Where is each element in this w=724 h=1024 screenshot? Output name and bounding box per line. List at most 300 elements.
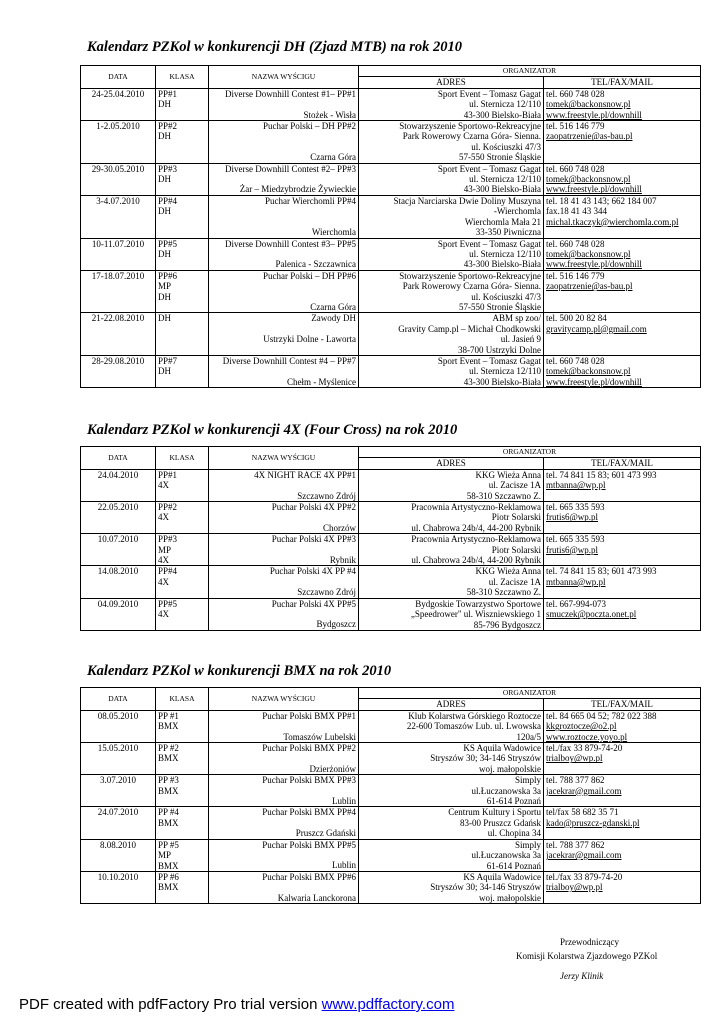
cell-date: 17-18.07.2010 (81, 270, 156, 313)
address-line: ul. Sterniczа 12/110 (469, 366, 541, 377)
cell-date: 21-22.08.2010 (81, 313, 156, 356)
cell-class (156, 270, 209, 313)
table-row (81, 710, 701, 742)
race-name-line: Czarna Góra (310, 152, 356, 163)
cell-date: 24.07.2010 (81, 807, 156, 839)
cell-race-name (209, 807, 359, 839)
header-date: DATA (81, 447, 156, 470)
cell-contact (544, 775, 701, 807)
address-line: Piotr Solarski (491, 512, 541, 523)
cell-class (156, 238, 209, 270)
address-line: Stryszów 30; 34-146 Stryszów (430, 882, 541, 893)
address-line: KKG Wieża Anna (475, 566, 541, 577)
cell-contact (544, 88, 701, 120)
table-row (81, 313, 701, 356)
address-line: woj. małopolskie (479, 763, 541, 774)
race-name-line: 4X NIGHT RACE 4X PP#1 (254, 469, 356, 480)
contact-link[interactable]: zaopatrzenie@as-bau.pl (546, 281, 633, 292)
table-row (81, 238, 701, 270)
contact-link[interactable]: kado@pruszcz-gdanski.pl (546, 817, 640, 828)
header-organizer: ORGANIZATOR (359, 66, 701, 77)
class-line: PP#1 (158, 469, 178, 480)
contact-link[interactable]: tomek@backonsnow.pl (546, 174, 631, 185)
address-line: Bydgoskie Towarzystwo Sportowe (415, 598, 541, 609)
cell-contact (544, 743, 701, 775)
race-name-line (211, 131, 356, 141)
address-line: 61-614 Poznań (486, 860, 541, 871)
address-line: ul. Jasień 9 (500, 334, 541, 345)
class-line: PP#3 (158, 534, 178, 545)
table-row (81, 469, 701, 501)
header-organizer: ORGANIZATOR (359, 447, 701, 458)
cell-race-name (209, 163, 359, 195)
table-row (81, 566, 701, 598)
race-name-line: Puchar Polski 4X PP#2 (271, 502, 356, 513)
contact-link[interactable]: frutis6@wp.pl (546, 544, 599, 555)
address-line: ul. Sterniczа 12/110 (469, 99, 541, 110)
class-line: DH (158, 366, 171, 377)
address-line: 58-310 Szczawno Z. (466, 490, 541, 501)
contact-link[interactable]: www.freestyle.pl/downhill (546, 376, 642, 387)
cell-class (156, 195, 209, 238)
class-line: MP (158, 544, 172, 555)
contact-line: tel. 74 841 15 83; 601 473 993 (546, 469, 657, 480)
cell-race-name (209, 598, 359, 630)
address-line: Sport Event – Tomasz Gagat (437, 355, 541, 366)
race-name-line: Diverse Downhill Contest #4 – PP#7 (222, 355, 356, 366)
table-row (81, 871, 701, 903)
footer-text: PDF created with pdfFactory Pro trial version (19, 996, 322, 1013)
address-line: Sport Event – Tomasz Gagat (437, 238, 541, 249)
race-name-line (211, 217, 356, 227)
race-name-line (211, 324, 356, 334)
address-line: 120a/5 (516, 731, 541, 742)
contact-link[interactable]: mtbanna@wp.pl (546, 576, 606, 587)
table-row (81, 534, 701, 566)
cell-class (156, 743, 209, 775)
contact-line: tel. 500 20 82 84 (546, 313, 607, 324)
address-line: ul.Łuczanowska 3a (471, 785, 541, 796)
cell-date: 08.05.2010 (81, 710, 156, 742)
signature-title: Przewodniczący (560, 937, 619, 947)
race-name-line: Chorzów (323, 522, 356, 533)
section-title-4x: Kalendarz PZKol w konkurencji 4X (Four Cross) na rok 2010 (87, 422, 458, 438)
race-name-line: Ustrzyki Dolne - Laworta (263, 334, 356, 345)
address-line: Simply (514, 839, 541, 850)
race-name-line (211, 366, 356, 376)
cell-address (359, 313, 544, 356)
race-name-line: Palenica - Szczawnica (275, 259, 356, 270)
cell-date: 15.05.2010 (81, 743, 156, 775)
contact-link[interactable]: www.roztocze.yoyo.pl (546, 731, 628, 742)
cell-class (156, 88, 209, 120)
class-line: PP#2 (158, 502, 178, 513)
cell-class (156, 566, 209, 598)
table-row (81, 839, 701, 871)
cell-address (359, 743, 544, 775)
cell-address (359, 710, 544, 742)
cell-class (156, 121, 209, 164)
cell-race-name (209, 313, 359, 356)
address-line: Stowarzyszenie Sportowo-Rekreacyjne (399, 270, 541, 281)
address-line: Pracownia Artystyczno-Reklamowa (411, 534, 541, 545)
race-name-line (211, 480, 356, 490)
race-name-line: Żar – Miedzybrodzie Żywieckie (239, 184, 356, 195)
address-line: 22-600 Tomaszów Lub. ul. Lwowska (406, 721, 541, 732)
class-line: DH (158, 131, 171, 142)
cell-date: 24-25.04.2010 (81, 88, 156, 120)
cell-address (359, 238, 544, 270)
address-line: 83-00 Pruszcz Gdańsk (460, 817, 541, 828)
header-address: ADRES (359, 699, 544, 710)
table-row (81, 355, 701, 387)
race-name-line: Szczawno Zdrój (297, 490, 356, 501)
address-line: Wierchomla Mała 21 (464, 216, 541, 227)
cell-contact (544, 807, 701, 839)
table-header-row (81, 447, 701, 458)
contact-link[interactable]: frutis6@wp.pl (546, 512, 599, 523)
race-name-line: Puchar Polski 4X PP#3 (271, 534, 356, 545)
header-contact: TEL/FAX/MAIL (544, 458, 701, 469)
race-name-line (211, 174, 356, 184)
contact-line: tel./fax 33 879-74-20 (546, 871, 623, 882)
table-row (81, 775, 701, 807)
address-line: Gravity Camp.pl – Michał Chodkowski (398, 323, 541, 334)
header-race-name: NAZWA WYŚCIGU (209, 688, 359, 711)
address-line: ul.Łuczanowska 3a (471, 850, 541, 861)
cell-date: 10.10.2010 (81, 871, 156, 903)
cell-race-name (209, 355, 359, 387)
cell-date: 3-4.07.2010 (81, 195, 156, 238)
header-date: DATA (81, 688, 156, 711)
cell-race-name (209, 839, 359, 871)
calendar-table-bmx (80, 687, 701, 904)
cell-contact (544, 502, 701, 534)
cell-contact (544, 121, 701, 164)
contact-link[interactable]: www.freestyle.pl/downhill (546, 184, 642, 195)
cell-contact (544, 238, 701, 270)
class-line: 4X (158, 576, 169, 587)
cell-date: 14.08.2010 (81, 566, 156, 598)
header-race-name: NAZWA WYŚCIGU (209, 447, 359, 470)
class-line: BMX (158, 860, 179, 871)
class-line: PP#4 (158, 195, 178, 206)
cell-address (359, 598, 544, 630)
table-row (81, 88, 701, 120)
race-name-line: Diverse Downhill Contest #3– PP#5 (224, 238, 356, 249)
contact-line: tel. 660 748 028 (546, 355, 605, 366)
cell-race-name (209, 743, 359, 775)
race-name-line: Puchar Polski – DH PP#2 (262, 121, 356, 132)
cell-contact (544, 871, 701, 903)
race-name-line (211, 512, 356, 522)
footer-link[interactable]: www.pdffactory.com (321, 996, 455, 1013)
class-line: PP#4 (158, 566, 178, 577)
contact-link[interactable]: zaopatrzenie@as-bau.pl (546, 131, 633, 142)
address-line: „Speedrower" ul. Wiszniewskiego 1 (410, 609, 541, 620)
class-line: PP#2 (158, 121, 178, 132)
contact-line: tel. 665 335 593 (546, 502, 605, 513)
address-line: Stryszów 30; 34-146 Stryszów (430, 753, 541, 764)
cell-race-name (209, 238, 359, 270)
class-line: PP #4 (158, 807, 179, 818)
calendar-table-dh (80, 65, 701, 388)
header-class: KLASA (156, 447, 209, 470)
address-line: -Wierchomla (493, 206, 541, 217)
race-name-line: Bydgoszcz (316, 619, 356, 630)
contact-line: tel. 665 335 593 (546, 534, 605, 545)
table-row (81, 502, 701, 534)
race-name-line: Szczawno Zdrój (297, 587, 356, 598)
address-line: ul. Sterniczа 12/110 (469, 248, 541, 259)
cell-address (359, 502, 544, 534)
class-line: 4X (158, 555, 169, 566)
race-name-line: Lublin (332, 796, 356, 807)
race-name-line: Kalwaria Lanckorona (277, 892, 356, 903)
contact-link[interactable]: www.freestyle.pl/downhill (546, 109, 642, 120)
race-name-line (211, 721, 356, 731)
contact-line: tel./fax 33 879-74-20 (546, 743, 623, 754)
cell-race-name (209, 710, 359, 742)
cell-class (156, 775, 209, 807)
contact-line: tel. 84 665 04 52; 782 022 388 (546, 710, 657, 721)
contact-line: tel/fax 58 682 35 71 (546, 807, 619, 818)
contact-line: tel. 516 146 779 (546, 270, 605, 281)
race-name-line: Puchar Polski BMX PP#2 (262, 743, 356, 754)
race-name-line (211, 818, 356, 828)
address-line: 43-300 Bielsko-Biała (463, 376, 541, 387)
race-name-line: Puchar Polski BMX PP#3 (262, 775, 356, 786)
table-header-row (81, 688, 701, 699)
cell-race-name (209, 469, 359, 501)
cell-class (156, 469, 209, 501)
cell-race-name (209, 534, 359, 566)
class-line: MP (158, 850, 172, 861)
cell-date: 1-2.05.2010 (81, 121, 156, 164)
contact-link[interactable]: tomek@backonsnow.pl (546, 99, 631, 110)
race-name-line (211, 249, 356, 259)
cell-date: 28-29.08.2010 (81, 355, 156, 387)
table-row (81, 163, 701, 195)
header-race-name: NAZWA WYŚCIGU (209, 66, 359, 89)
class-line: PP #1 (158, 710, 179, 721)
cell-class (156, 839, 209, 871)
address-line: Pracownia Artystyczno-Reklamowa (411, 502, 541, 513)
cell-class (156, 871, 209, 903)
class-line: BMX (158, 882, 179, 893)
class-line: 4X (158, 609, 169, 620)
address-line: Park Rowerowy Czarna Góra- Sienna. (402, 131, 541, 142)
address-line: 58-310 Szczawno Z. (466, 587, 541, 598)
class-line: BMX (158, 721, 179, 732)
race-name-line (211, 850, 356, 860)
race-name-line: Chełm - Myślenice (287, 376, 356, 387)
address-line: Stowarzyszenie Sportowo-Rekreacyjne (399, 121, 541, 132)
address-line: Stacja Narciarska Dwie Doliny Muszyna (393, 195, 541, 206)
cell-address (359, 839, 544, 871)
cell-class (156, 313, 209, 356)
cell-address (359, 871, 544, 903)
class-line: DH (158, 313, 171, 324)
contact-link[interactable]: trialboy@wp.pl (546, 882, 603, 893)
race-name-line: Puchar Polski 4X PP#5 (271, 598, 356, 609)
race-name-line: Wierchomla (311, 227, 356, 238)
address-line: 43-300 Bielsko-Biała (463, 109, 541, 120)
cell-date: 8.08.2010 (81, 839, 156, 871)
address-line: KS Aquila Wadowice (463, 871, 541, 882)
table-row (81, 807, 701, 839)
cell-class (156, 710, 209, 742)
address-line: ul. Chabrowa 24b/4, 44-200 Rybnik (411, 522, 541, 533)
cell-contact (544, 710, 701, 742)
header-address: ADRES (359, 77, 544, 88)
race-name-line (211, 99, 356, 109)
table-header-row (81, 66, 701, 77)
header-organizer: ORGANIZATOR (359, 688, 701, 699)
cell-date: 24.04.2010 (81, 469, 156, 501)
contact-link[interactable]: smuczek@poczta.onet.pl (546, 609, 637, 620)
header-class: KLASA (156, 66, 209, 89)
race-name-line (211, 545, 356, 555)
race-name-line: Puchar Polski BMX PP#5 (262, 839, 356, 850)
cell-class (156, 598, 209, 630)
race-name-line: Dzierżoniów (309, 763, 356, 774)
class-line: PP#5 (158, 598, 178, 609)
class-line: 4X (158, 480, 169, 491)
cell-contact (544, 270, 701, 313)
cell-class (156, 534, 209, 566)
address-line: ul. Chopina 34 (487, 828, 541, 839)
class-line: DH (158, 174, 171, 185)
cell-date: 04.09.2010 (81, 598, 156, 630)
class-line: 4X (158, 512, 169, 523)
address-line: Piotr Solarski (491, 544, 541, 555)
signature-name: Jerzy Klinik (560, 971, 604, 981)
address-line: KS Aquila Wadowice (463, 743, 541, 754)
cell-date: 10-11.07.2010 (81, 238, 156, 270)
address-line: 43-300 Bielsko-Biała (463, 259, 541, 270)
contact-link[interactable]: michal.tkaczyk@wierchomla.com.pl (546, 216, 679, 227)
race-name-line: Stożek - Wisła (303, 109, 356, 120)
address-line: ul. Kościuszki 47/3 (471, 291, 541, 302)
table-row (81, 121, 701, 164)
cell-race-name (209, 270, 359, 313)
address-line: ul. Zacisze 1A (488, 480, 541, 491)
class-line: DH (158, 248, 171, 259)
contact-link[interactable]: mtbanna@wp.pl (546, 480, 606, 491)
cell-date: 22.05.2010 (81, 502, 156, 534)
class-line: PP#5 (158, 238, 178, 249)
cell-contact (544, 469, 701, 501)
address-line: ul. Kościuszki 47/3 (471, 141, 541, 152)
cell-address (359, 469, 544, 501)
race-name-line: Puchar Polski 4X PP #4 (269, 566, 356, 577)
contact-line: fax.18 41 43 344 (546, 206, 607, 217)
class-line: PP#7 (158, 355, 178, 366)
class-line: PP#1 (158, 88, 178, 99)
cell-race-name (209, 871, 359, 903)
class-line: PP#3 (158, 163, 178, 174)
address-line: KKG Wieża Anna (475, 469, 541, 480)
cell-address (359, 163, 544, 195)
contact-line: tel. 660 748 028 (546, 88, 605, 99)
class-line: DH (158, 206, 171, 217)
race-name-line: Tomaszów Lubelski (283, 731, 356, 742)
race-name-line: Rybnik (329, 555, 356, 566)
contact-link[interactable]: trialboy@wp.pl (546, 753, 603, 764)
cell-contact (544, 534, 701, 566)
contact-link[interactable]: tomek@backonsnow.pl (546, 366, 631, 377)
race-name-line: Diverse Downhill Contest #1– PP#1 (224, 88, 356, 99)
contact-link[interactable]: tomek@backonsnow.pl (546, 248, 631, 259)
race-name-line: Puchar Wierchomli PP#4 (265, 195, 356, 206)
race-name-line (211, 577, 356, 587)
race-name-line: Puchar Polski BMX PP#6 (262, 871, 356, 882)
cell-address (359, 566, 544, 598)
contact-line: tel. 18 41 43 143; 662 184 007 (546, 195, 657, 206)
cell-address (359, 807, 544, 839)
address-line: Klub Kolarstwa Górskiego Roztocze (408, 710, 541, 721)
address-line: Sport Event – Tomasz Gagat (437, 88, 541, 99)
address-line: ul. Zacisze 1A (488, 576, 541, 587)
cell-race-name (209, 88, 359, 120)
address-line: Simply (514, 775, 541, 786)
class-line: DH (158, 99, 171, 110)
cell-contact (544, 163, 701, 195)
header-class: KLASA (156, 688, 209, 711)
contact-line: tel. 660 748 028 (546, 238, 605, 249)
table-row (81, 598, 701, 630)
race-name-line (211, 753, 356, 763)
pdf-footer (19, 996, 454, 1013)
address-line: Park Rowerowy Czarna Góra- Sienna. (402, 281, 541, 292)
cell-class (156, 355, 209, 387)
cell-race-name (209, 121, 359, 164)
cell-contact (544, 566, 701, 598)
contact-link[interactable]: kkgroztocze@o2.pl (546, 721, 617, 732)
class-line: PP #2 (158, 743, 179, 754)
contact-link[interactable]: jacekrar@gmail.com (546, 785, 622, 796)
cell-address (359, 534, 544, 566)
header-contact: TEL/FAX/MAIL (544, 77, 701, 88)
address-line: 38-700 Ustrzyki Dolne (458, 344, 541, 355)
contact-link[interactable]: www.freestyle.pl/downhill (546, 259, 642, 270)
section-title-dh: Kalendarz PZKol w konkurencji DH (Zjazd MTB) na rok 2010 (87, 39, 463, 55)
table-row (81, 743, 701, 775)
contact-line: tel. 516 146 779 (546, 121, 605, 132)
contact-link[interactable]: gravitycamp.pl@gmail.com (546, 323, 647, 334)
race-name-line (211, 281, 356, 291)
race-name-line (211, 786, 356, 796)
cell-address (359, 355, 544, 387)
address-line: 33-350 Piwniczna (475, 227, 541, 238)
cell-contact (544, 839, 701, 871)
contact-line: tel. 788 377 862 (546, 839, 605, 850)
race-name-line: Puchar Polski BMX PP#1 (262, 710, 356, 721)
race-name-line: Pruszcz Gdański (295, 828, 356, 839)
address-line: 57-550 Stronie Śląskie (459, 301, 541, 312)
class-line: BMX (158, 753, 179, 764)
header-contact: TEL/FAX/MAIL (544, 699, 701, 710)
calendar-table-4x (80, 446, 701, 631)
race-name-line (211, 292, 356, 302)
contact-link[interactable]: jacekrar@gmail.com (546, 850, 622, 861)
cell-address (359, 775, 544, 807)
cell-race-name (209, 502, 359, 534)
class-line: BMX (158, 817, 179, 828)
address-line: 43-300 Bielsko-Biała (463, 184, 541, 195)
address-line: Centrum Kultury i Sportu (448, 807, 541, 818)
